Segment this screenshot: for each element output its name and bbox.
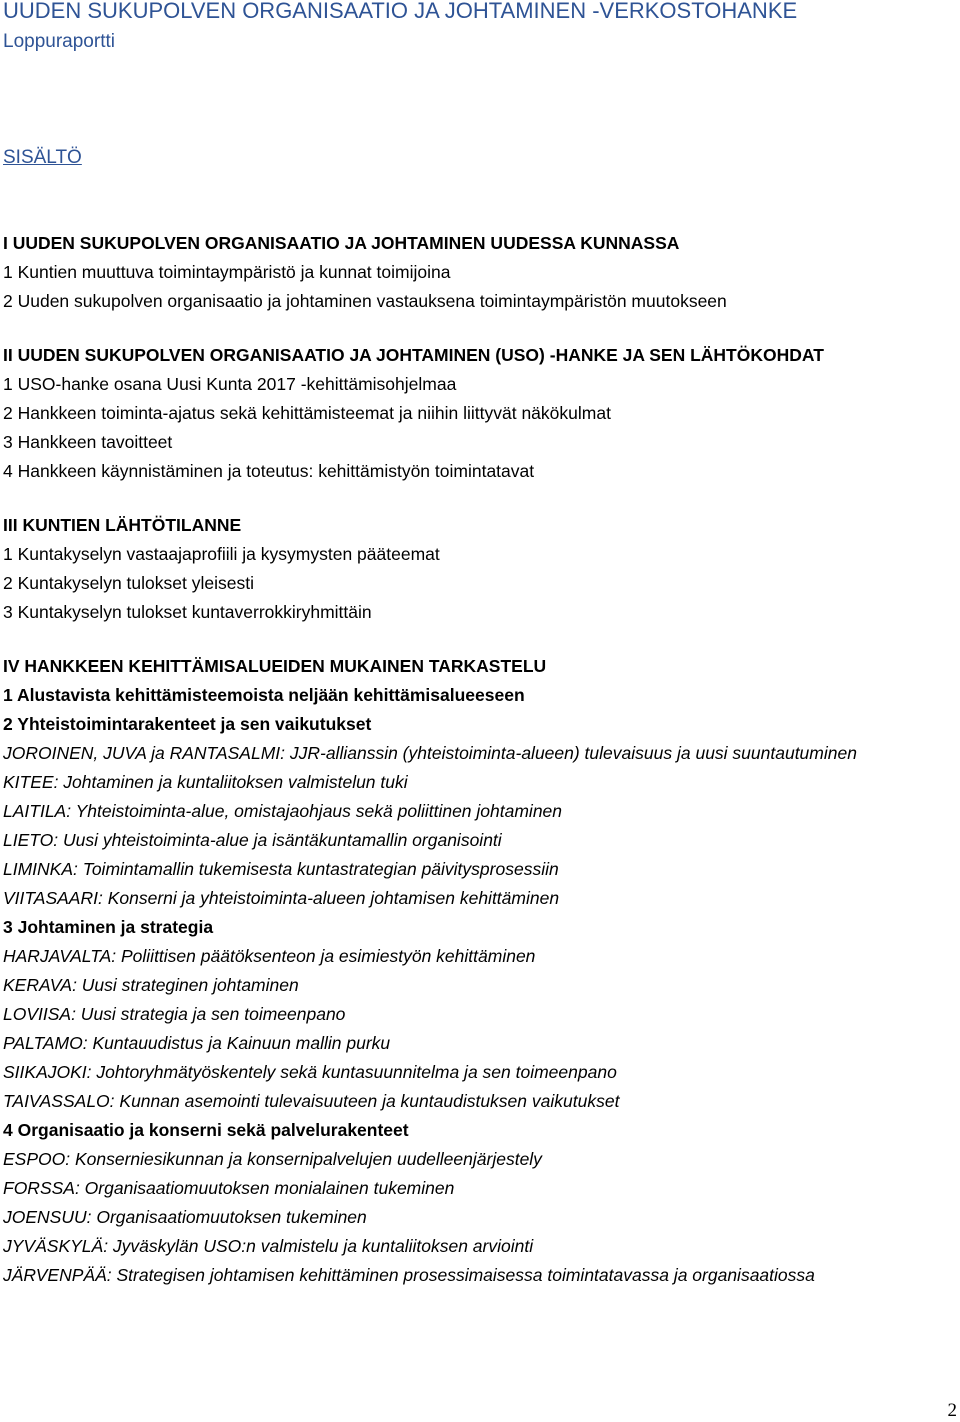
toc-entry: 2 Hankkeen toiminta-ajatus sekä kehittämisteemat ja niihin liittyvät näkökulmat	[3, 403, 611, 423]
toc-municipality-item: SIIKAJOKI: Johtoryhmätyöskentely sekä kuntasuunnitelma ja sen toimeenpano	[3, 1062, 617, 1082]
toc-section	[3, 652, 953, 1290]
page-number: 2	[947, 1400, 957, 1421]
toc-entry: 3 Hankkeen tavoitteet	[3, 432, 173, 452]
toc-municipality-item: LIETO: Uusi yhteistoiminta-alue ja isäntäkuntamallin organisointi	[3, 830, 502, 850]
toc-municipality-item: JÄRVENPÄÄ: Strategisen johtamisen kehittäminen prosessimaisessa toimintatavassa ja organisaatiossa	[3, 1265, 815, 1285]
toc-subsection-title: 1 Alustavista kehittämisteemoista neljään kehittämisalueeseen	[3, 685, 525, 705]
toc-section	[3, 511, 953, 627]
toc-section-title: III KUNTIEN LÄHTÖTILANNE	[3, 515, 242, 535]
toc-municipality-item: VIITASAARI: Konserni ja yhteistoiminta-alueen johtamisen kehittäminen	[3, 888, 560, 908]
toc-section-title: IV HANKKEEN KEHITTÄMISALUEIDEN MUKAINEN TARKASTELU	[3, 656, 547, 676]
toc-municipality-item: LOVIISA: Uusi strategia ja sen toimeenpano	[3, 1004, 346, 1024]
toc-municipality-item: ESPOO: Konserniesikunnan ja konsernipalvelujen uudelleenjärjestely	[3, 1149, 542, 1169]
toc-municipality-item: LIMINKA: Toimintamallin tukemisesta kuntastrategian päivitysprosessiin	[3, 859, 559, 879]
toc-heading: SISÄLTÖ	[3, 147, 82, 168]
toc-municipality-item: KITEE: Johtaminen ja kuntaliitoksen valmistelun tuki	[3, 772, 408, 792]
toc-entry: 3 Kuntakyselyn tulokset kuntaverrokkiryhmittäin	[3, 602, 372, 622]
document-title: UUDEN SUKUPOLVEN ORGANISAATIO JA JOHTAMINEN -VERKOSTOHANKE	[3, 0, 798, 23]
toc-municipality-item: HARJAVALTA: Poliittisen päätöksenteon ja esimiestyön kehittäminen	[3, 946, 536, 966]
toc-subsection-title: 4 Organisaatio ja konserni sekä palvelurakenteet	[3, 1120, 409, 1140]
table-of-contents	[3, 229, 953, 1315]
toc-municipality-item: FORSSA: Organisaatiomuutoksen monialainen tukeminen	[3, 1178, 455, 1198]
toc-section-title: I UUDEN SUKUPOLVEN ORGANISAATIO JA JOHTAMINEN UUDESSA KUNNASSA	[3, 233, 680, 253]
toc-municipality-item: JOENSUU: Organisaatiomuutoksen tukeminen	[3, 1207, 367, 1227]
toc-section	[3, 341, 953, 486]
toc-entry: 2 Kuntakyselyn tulokset yleisesti	[3, 573, 254, 593]
toc-municipality-item: JYVÄSKYLÄ: Jyväskylän USO:n valmistelu ja kuntaliitoksen arviointi	[3, 1236, 534, 1256]
toc-entry: 2 Uuden sukupolven organisaatio ja johtaminen vastauksena toimintaympäristön muutokseen	[3, 291, 727, 311]
toc-municipality-item: PALTAMO: Kuntauudistus ja Kainuun mallin purku	[3, 1033, 391, 1053]
toc-entry: 1 USO-hanke osana Uusi Kunta 2017 -kehittämisohjelmaa	[3, 374, 457, 394]
toc-municipality-item: KERAVA: Uusi strateginen johtaminen	[3, 975, 299, 995]
toc-municipality-item: LAITILA: Yhteistoiminta-alue, omistajaohjaus sekä poliittinen johtaminen	[3, 801, 563, 821]
toc-entry: 1 Kuntakyselyn vastaajaprofiili ja kysymysten pääteemat	[3, 544, 440, 564]
document-subtitle: Loppuraportti	[3, 31, 115, 52]
toc-subsection-title: 2 Yhteistoimintarakenteet ja sen vaikutukset	[3, 714, 372, 734]
toc-entry: 4 Hankkeen käynnistäminen ja toteutus: kehittämistyön toimintatavat	[3, 461, 535, 481]
toc-section	[3, 229, 953, 316]
toc-municipality-item: JOROINEN, JUVA ja RANTASALMI: JJR-allianssin (yhteistoiminta-alueen) tulevaisuus ja uusi suuntautuminen	[3, 743, 857, 763]
toc-section-title: II UUDEN SUKUPOLVEN ORGANISAATIO JA JOHTAMINEN (USO) -HANKE JA SEN LÄHTÖKOHDAT	[3, 345, 824, 365]
toc-entry: 1 Kuntien muuttuva toimintaympäristö ja kunnat toimijoina	[3, 262, 451, 282]
toc-subsection-title: 3 Johtaminen ja strategia	[3, 917, 214, 937]
toc-municipality-item: TAIVASSALO: Kunnan asemointi tulevaisuuteen ja kuntaudistuksen vaikutukset	[3, 1091, 620, 1111]
